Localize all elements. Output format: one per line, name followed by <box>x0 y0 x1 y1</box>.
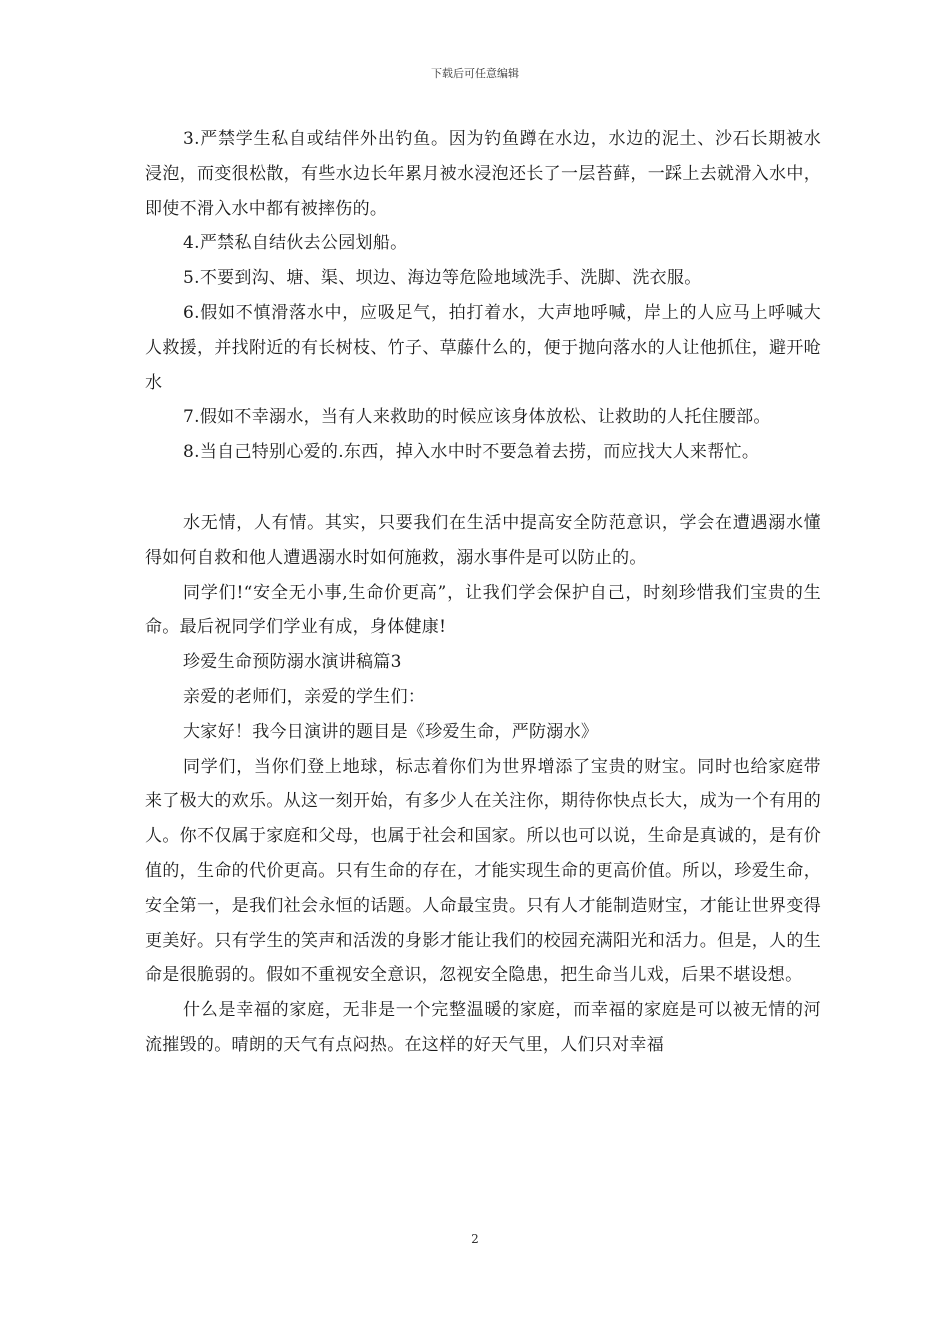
paragraph: 水无情，人有情。其实，只要我们在生活中提高安全防范意识，学会在遭遇溺水懂得如何自救和他人遭遇溺水时如何施救，溺水事件是可以防止的。 <box>145 512 821 568</box>
salutation: 亲爱的老师们，亲爱的学生们： <box>183 686 426 707</box>
paragraph: 7.假如不幸溺水，当有人来救助的时候应该身体放松、让救助的人托住腰部。 <box>183 407 771 428</box>
page-header: 下载后可任意编辑 <box>431 67 519 80</box>
paragraph: 8.当自己特别心爱的.东西，掉入水中时不要急着去捞，而应找大人来帮忙。 <box>183 442 760 463</box>
page-number: 2 <box>471 1232 479 1246</box>
paragraph: 同学们!“安全无小事,生命价更高”，让我们学会保护自己，时刻珍惜我们宝贵的生命。最后祝同学们学业有成，身体健康! <box>145 582 821 638</box>
paragraph: 4.严禁私自结伙去公园划船。 <box>183 233 408 254</box>
paragraph: 5.不要到沟、塘、渠、坝边、海边等危险地域洗手、洗脚、洗衣服。 <box>183 268 702 289</box>
paragraph: 6.假如不慎滑落水中，应吸足气，拍打着水，大声地呼喊，岸上的人应马上呼喊大人救援，并找附近的有长树枝、竹子、草藤什么的，便于抛向落水的人让他抓住，避开呛水 <box>145 302 821 393</box>
greeting: 大家好！我今日演讲的题目是《珍爱生命，严防溺水》 <box>183 721 599 742</box>
section-title: 珍爱生命预防溺水演讲稿篇3 <box>183 652 402 673</box>
paragraph: 什么是幸福的家庭，无非是一个完整温暖的家庭，而幸福的家庭是可以被无情的河流摧毁的。晴朗的天气有点闷热。在这样的好天气里，人们只对幸福 <box>145 1000 821 1055</box>
document-body <box>145 122 821 1063</box>
paragraph-spacer <box>145 470 821 506</box>
paragraph: 3.严禁学生私自或结伴外出钓鱼。因为钓鱼蹲在水边，水边的泥土、沙石长期被水浸泡，而变很松散，有些水边长年累月被水浸泡还长了一层苔藓，一踩上去就滑入水中，即使不滑入水中都有被摔伤的。 <box>145 129 821 219</box>
paragraph: 同学们，当你们登上地球，标志着你们为世界增添了宝贵的财宝。同时也给家庭带来了极大的欢乐。从这一刻开始，有多少人在关注你，期待你快点长大，成为一个有用的人。你不仅属于家庭和父母，也属于社会和国家。所以也可以说，生命是真诚的，是有价值的，生命的代价更高。只有生命的存在，才能实现生命的更高价值。所以，珍爱生命，安全第一，是我们社会永恒的话题。人命最宝贵。只有人才能制造财宝，才能让世界变得更美好。只有学生的笑声和活泼的身影才能让我们的校园充满阳光和活力。但是，人的生命是很脆弱的。假如不重视安全意识，忽视安全隐患，把生命当儿戏，后果不堪设想。 <box>145 756 821 986</box>
